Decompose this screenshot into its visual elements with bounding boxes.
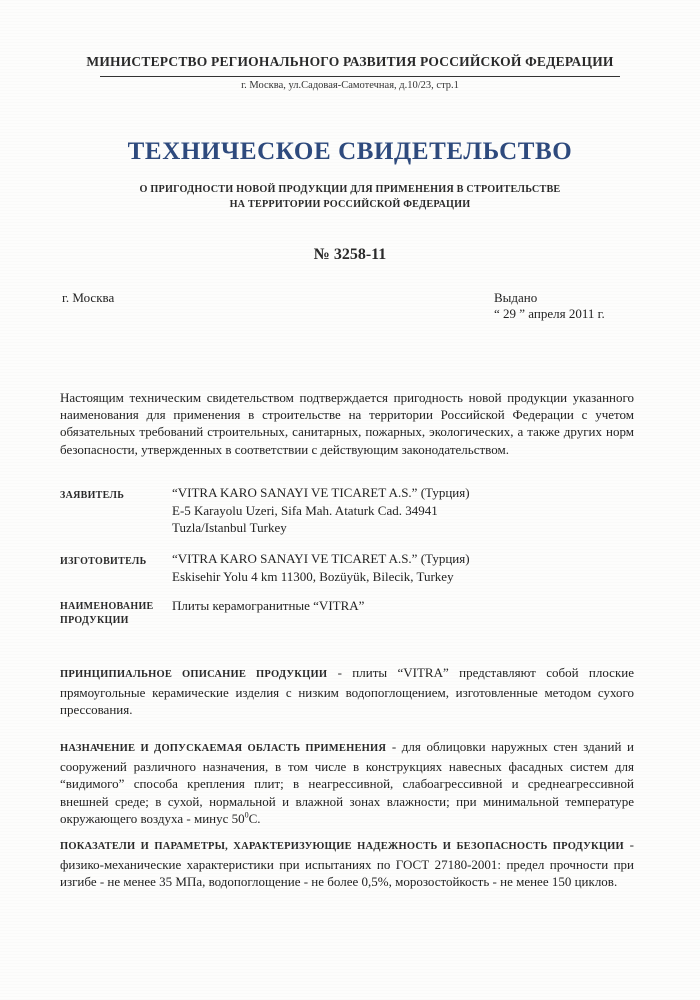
certificate-number: № 3258-11 bbox=[313, 246, 387, 263]
ministry-header: МИНИСТЕРСТВО РЕГИОНАЛЬНОГО РАЗВИТИЯ РОССИЙСКОЙ ФЕДЕРАЦИИ bbox=[86, 54, 614, 69]
product-label-line-1: НАИМЕНОВАНИЕ bbox=[60, 601, 154, 612]
purpose-unit: С. bbox=[248, 811, 261, 827]
degree-superscript: 0 bbox=[244, 811, 249, 821]
subtitle-line-1: О ПРИГОДНОСТИ НОВОЙ ПРОДУКЦИИ ДЛЯ ПРИМЕНЕНИЯ В СТРОИТЕЛЬСТВЕ bbox=[139, 184, 561, 195]
product-value: Плиты керамогранитные “VITRA” bbox=[172, 598, 365, 613]
issued-label: Выдано bbox=[494, 290, 538, 305]
issue-city: г. Москва bbox=[62, 290, 115, 305]
manufacturer-label: ИЗГОТОВИТЕЛЬ bbox=[60, 556, 147, 567]
subtitle-line-2: НА ТЕРРИТОРИИ РОССИЙСКОЙ ФЕДЕРАЦИИ bbox=[229, 199, 471, 210]
applicant-value bbox=[172, 484, 622, 537]
intro-paragraph: Настоящим техническим свидетельством подтверждается пригодность новой продукции указанного наименования для применения в строительстве на территории Российской Федерации с учетом обязательных требований строительных, санитарных, пожарных, экологических, а также других норм безопасности, утвержденных в соответствии с действующим законодательством. bbox=[60, 390, 634, 457]
issue-block bbox=[494, 290, 605, 322]
manufacturer-name: “VITRA KARO SANAYI VE TICARET A.S.” (Турция) bbox=[172, 551, 470, 566]
indicators-text: - физико-механические характеристики при испытаниях по ГОСТ 27180-2001: предел прочности при изгибе - не менее 35 МПа, водопоглощение - не более 0,5%, морозостойкость - не менее 150 циклов. bbox=[60, 837, 634, 890]
description-section bbox=[60, 664, 634, 719]
indicators-heading: ПОКАЗАТЕЛИ И ПАРАМЕТРЫ, ХАРАКТЕРИЗУЮЩИЕ НАДЕЖНОСТЬ И БЕЗОПАСНОСТЬ ПРОДУКЦИИ bbox=[60, 841, 624, 852]
purpose-heading: НАЗНАЧЕНИЕ И ДОПУСКАЕМАЯ ОБЛАСТЬ ПРИМЕНЕНИЯ bbox=[60, 743, 387, 754]
document-title: ТЕХНИЧЕСКОЕ СВИДЕТЕЛЬСТВО bbox=[127, 138, 573, 165]
product-label-line-2: ПРОДУКЦИИ bbox=[60, 615, 129, 626]
manufacturer-address: Eskisehir Yolu 4 km 11300, Bozüyük, Bilecik, Turkey bbox=[172, 568, 454, 584]
issue-date: “ 29 ” апреля 2011 г. bbox=[494, 306, 605, 321]
applicant-address-line-2: Tuzla/Istanbul Turkey bbox=[172, 520, 287, 535]
purpose-section bbox=[60, 738, 634, 828]
applicant-address-line-1: E-5 Karayolu Uzeri, Sifa Mah. Ataturk Cad. 34941 bbox=[172, 502, 438, 518]
manufacturer-value bbox=[172, 550, 622, 585]
header-divider bbox=[100, 76, 620, 77]
document-subtitle bbox=[0, 182, 700, 212]
description-heading: ПРИНЦИПИАЛЬНОЕ ОПИСАНИЕ ПРОДУКЦИИ bbox=[60, 669, 328, 680]
ministry-address: г. Москва, ул.Садовая-Самотечная, д.10/23, стр.1 bbox=[241, 80, 459, 91]
applicant-label: ЗАЯВИТЕЛЬ bbox=[60, 490, 125, 501]
product-label bbox=[60, 600, 154, 628]
purpose-text: - для облицовки наружных стен зданий и сооружений различного назначения, в том числе в конструкциях навесных фасадных систем для “видимого” способа крепления плит; в неагрессивной, слабоагрессивной и среднеагрессивной внешней среде; в сухой, нормальной и влажной зонах влажности; при минимальной температуре окружающего воздуха - минус 50 bbox=[60, 739, 634, 827]
applicant-name: “VITRA KARO SANAYI VE TICARET A.S.” (Турция) bbox=[172, 485, 470, 500]
description-text: - плиты “VITRA” представляют собой плоские прямоугольные керамические изделия с низким водопоглощением, изготовленные методом сухого прессования. bbox=[60, 665, 634, 718]
indicators-section bbox=[60, 836, 634, 891]
